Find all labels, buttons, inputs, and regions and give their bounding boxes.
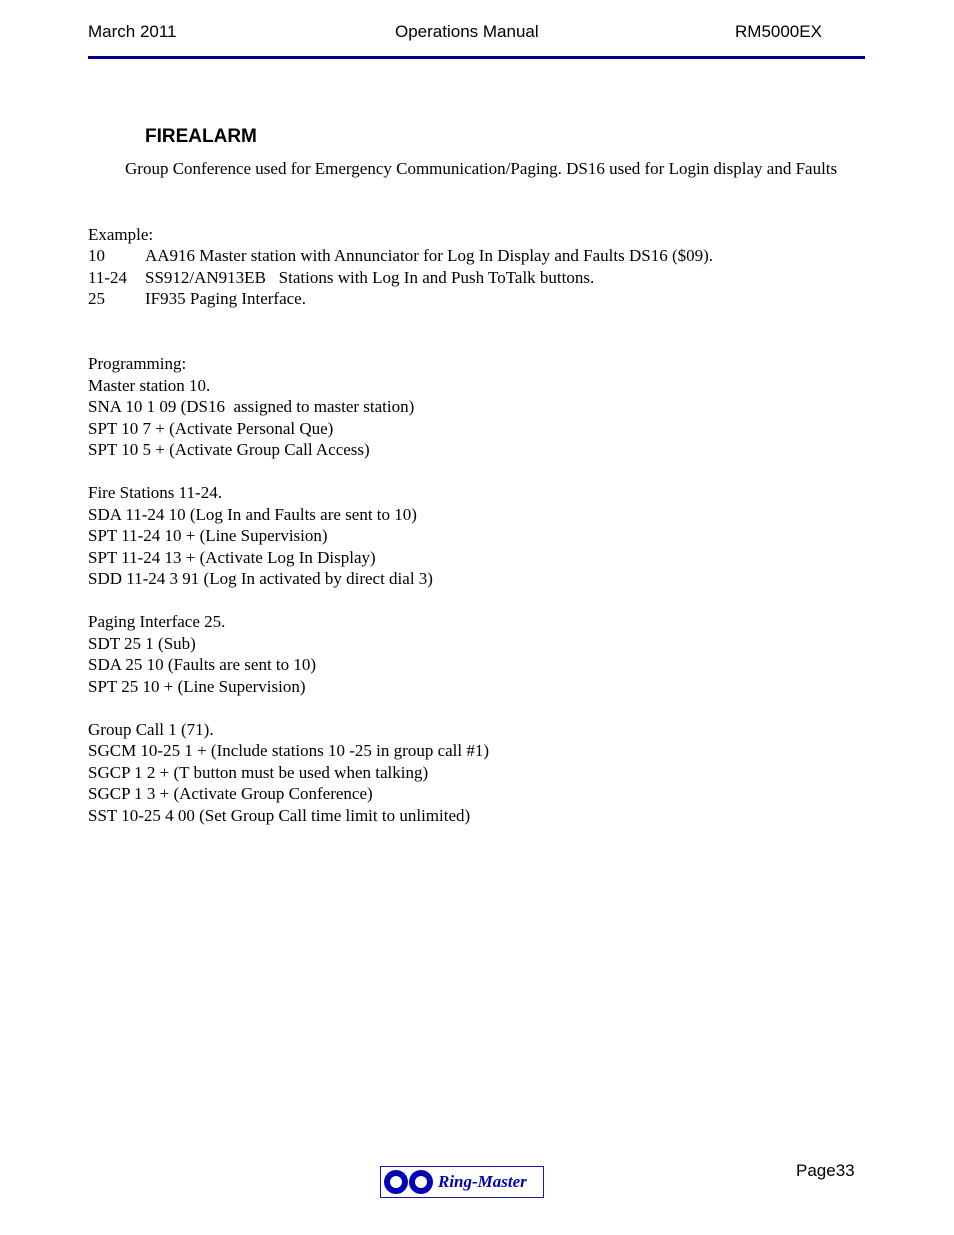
example-label: Example: bbox=[88, 225, 154, 244]
command-line: SDT 25 1 (Sub) bbox=[88, 634, 196, 653]
programming-label: Programming: bbox=[88, 354, 187, 373]
header-date: March 2011 bbox=[88, 22, 177, 41]
command-line: SPT 25 10 + (Line Supervision) bbox=[88, 677, 306, 696]
ring-master-logo bbox=[380, 1166, 544, 1198]
command-line: SST 10-25 4 00 (Set Group Call time limit to unlimited) bbox=[88, 806, 471, 825]
header-title: Operations Manual bbox=[395, 22, 539, 41]
example-station-desc: SS912/AN913EB Stations with Log In and Push ToTalk buttons. bbox=[145, 268, 595, 287]
example-station-id: 11-24 bbox=[88, 268, 128, 287]
section-title: FIREALARM bbox=[145, 126, 257, 147]
command-line: SDA 25 10 (Faults are sent to 10) bbox=[88, 655, 317, 674]
example-station-desc: AA916 Master station with Annunciator for Log In Display and Faults DS16 ($09). bbox=[145, 246, 714, 265]
page-number: Page33 bbox=[796, 1161, 855, 1180]
example-station-id: 25 bbox=[88, 289, 105, 308]
command-line: SDA 11-24 10 (Log In and Faults are sent to 10) bbox=[88, 505, 417, 524]
example-station-desc: IF935 Paging Interface. bbox=[145, 289, 306, 308]
command-line: SPT 10 5 + (Activate Group Call Access) bbox=[88, 440, 370, 459]
example-station-id: 10 bbox=[88, 246, 105, 265]
block-heading: Paging Interface 25. bbox=[88, 612, 226, 631]
intro-paragraph: Group Conference used for Emergency Communication/Paging. DS16 used for Login display and Faults bbox=[125, 159, 838, 178]
command-line: SGCP 1 3 + (Activate Group Conference) bbox=[88, 784, 373, 803]
command-line: SDD 11-24 3 91 (Log In activated by direct dial 3) bbox=[88, 569, 433, 588]
logo-ring-icon bbox=[384, 1170, 408, 1194]
command-line: SPT 10 7 + (Activate Personal Que) bbox=[88, 419, 334, 438]
command-line: SGCM 10-25 1 + (Include stations 10 -25 in group call #1) bbox=[88, 741, 490, 760]
command-line: SNA 10 1 09 (DS16 assigned to master station) bbox=[88, 397, 415, 416]
page-header bbox=[88, 22, 865, 59]
command-line: SPT 11-24 10 + (Line Supervision) bbox=[88, 526, 328, 545]
command-line: SGCP 1 2 + (T button must be used when talking) bbox=[88, 763, 429, 782]
block-heading: Group Call 1 (71). bbox=[88, 720, 214, 739]
command-line: SPT 11-24 13 + (Activate Log In Display) bbox=[88, 548, 376, 567]
block-heading: Master station 10. bbox=[88, 376, 211, 395]
logo-text: Ring-Master bbox=[438, 1172, 527, 1191]
header-model: RM5000EX bbox=[735, 22, 822, 41]
block-heading: Fire Stations 11-24. bbox=[88, 483, 222, 502]
logo-ring-icon bbox=[409, 1170, 433, 1194]
